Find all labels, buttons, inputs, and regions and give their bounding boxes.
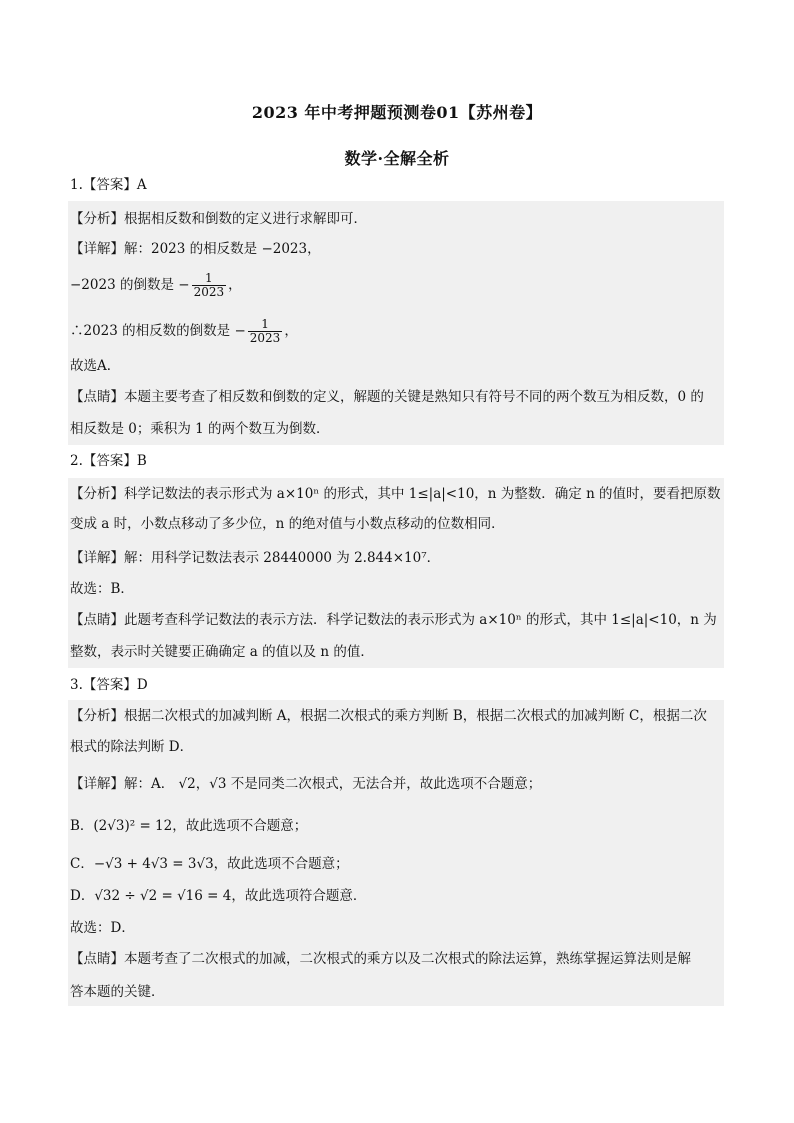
q3-analysis-line2: 根式的除法判断 D． [70,739,194,755]
fraction-denominator: 2023 [249,331,281,345]
q3-detail-d: D．√32 ÷ √2 = √16 = 4，故此选项符合题意． [70,888,367,904]
q3-detail-a: 【详解】解：A． √2，√3 不是同类二次根式，无法合并，故此选项不合题意； [70,776,542,792]
q2-comment-line2: 整数，表示时关键要正确确定 a 的值以及 n 的值． [70,644,374,660]
q3-detail-b: B．(2√3)² = 12，故此选项不合题意； [70,818,308,834]
q3-answer: 3.【答案】D [70,677,148,693]
fraction [248,318,283,345]
q2-choice: 故选：B． [70,581,134,597]
fraction [192,272,227,299]
q1-detail-line2-text: −2023 的倒数是 − [70,277,190,293]
q1-choice: 故选A． [70,358,121,374]
q2-answer: 2.【答案】B [70,453,147,469]
fraction-numerator: 1 [261,317,269,331]
q2-detail: 【详解】解：用科学记数法表示 28440000 为 2.844×10⁷． [70,550,441,566]
q2-analysis-line1: 【分析】科学记数法的表示形式为 a×10ⁿ 的形式，其中 1≤|a|<10，n 为整数．确定 n 的值时，要看把原数 [70,486,721,502]
q1-detail-line3 [70,318,298,345]
q1-detail-line3-text: ∴2023 的相反数的倒数是 − [70,323,246,339]
page-subtitle: 数学·全解全析 [344,149,450,168]
q2-solution-block [68,478,724,668]
page-title: 2023 年中考押题预测卷01【苏州卷】 [251,103,543,122]
q1-comment-line1: 【点睛】本题主要考查了相反数和倒数的定义，解题的关键是熟知只有符号不同的两个数互为相反数，0 的 [70,389,704,405]
q1-comment-line2: 相反数是 0；乘积为 1 的两个数互为倒数． [70,421,330,437]
q3-comment-line1: 【点睛】本题考查了二次根式的加减，二次根式的乘方以及二次根式的除法运算，熟练掌握运算法则是解 [70,951,691,967]
q2-analysis-line2: 变成 a 时，小数点移动了多少位，n 的绝对值与小数点移动的位数相同． [70,516,505,532]
q1-answer: 1.【答案】A [70,177,147,193]
q3-comment-line2: 答本题的关键． [70,984,165,1000]
fraction-numerator: 1 [205,271,213,285]
q1-detail-line1: 【详解】解：2023 的相反数是 −2023， [70,241,321,257]
q1-detail-line2-end: ， [228,277,242,293]
q3-analysis-line1: 【分析】根据二次根式的加减判断 A，根据二次根式的乘方判断 B，根据二次根式的加减判断 C，根据二次 [70,708,707,724]
q3-detail-c: C．−√3 + 4√3 = 3√3，故此选项不合题意； [70,856,349,872]
q1-detail-line2 [70,272,242,299]
fraction-denominator: 2023 [193,285,225,299]
q2-comment-line1: 【点睛】此题考查科学记数法的表示方法．科学记数法的表示形式为 a×10ⁿ 的形式，其中 1≤|a|<10，n 为 [70,612,717,628]
q3-choice: 故选：D． [70,920,135,936]
q1-detail-line3-end: ， [284,323,298,339]
q1-analysis: 【分析】根据相反数和倒数的定义进行求解即可． [70,211,367,227]
